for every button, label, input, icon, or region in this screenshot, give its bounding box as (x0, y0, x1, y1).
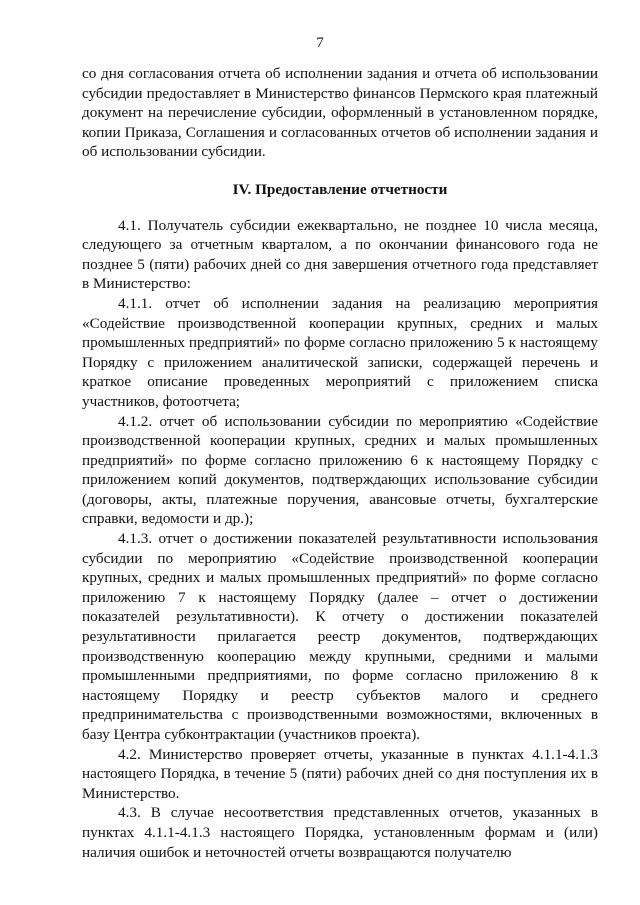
paragraph-4-1-2: 4.1.2. отчет об использовании субсидии по мероприятию «Содействие производственной кооперации крупных, средних и малых промышленных предприятий» по форме согласно приложению 6 к настоящему Порядку с приложением копий документов, подтверждающих использование субсидии (договоры, акты, платежные поручения, авансовые отчеты, бухгалтерские справки, ведомости и др.); (82, 412, 598, 528)
intro-paragraph: со дня согласования отчета об исполнении задания и отчета об использовании субсидии предоставляет в Министерство финансов Пермского края платежный документ на перечисление субсидии, оформленный в установленном порядке, копии Приказа, Соглашения и согласованных отчетов об исполнении задания и об использовании субсидии. (82, 65, 598, 161)
paragraph-4-1-3: 4.1.3. отчет о достижении показателей результативности использования субсидии по мероприятию «Содействие производственной кооперации крупных, средних и малых промышленных предприятий» по форме согласно приложению 7 к настоящему Порядку (далее – отчет о достижении показателей результативности). К отчету о достижении показателей результативности прилагается реестр документов, подтверждающих производственную кооперацию между крупными, средними и малыми промышленными предприятиями, по форме согласно приложению 8 к настоящему Порядку и реестр субъектов малого и среднего предпринимательства с производственными возможностями, включенных в базу Центра субконтрактации (участников проекта). (82, 530, 598, 743)
paragraph-4-1: 4.1. Получатель субсидии ежеквартально, не позднее 10 числа месяца, следующего за отчетным кварталом, а по окончании финансового года не позднее 5 (пяти) рабочих дней со дня завершения отчетного года представляет в Министерство: (82, 216, 598, 293)
paragraph-4-2: 4.2. Министерство проверяет отчеты, указанные в пунктах 4.1.1-4.1.3 настоящего Порядка, в течение 5 (пяти) рабочих дней со дня поступления их в Министерство. (82, 745, 598, 802)
section-heading: IV. Предоставление отчетности (232, 180, 448, 198)
document-body (82, 64, 598, 862)
page-number: 7 (316, 35, 324, 51)
paragraph-4-3: 4.3. В случае несоответствия представленных отчетов, указанных в пунктах 4.1.1-4.1.3 настоящего Порядка, установленным формам и (или) наличия ошибок и неточностей отчеты возвращаются получателю (82, 804, 598, 861)
paragraph-4-1-1: 4.1.1. отчет об исполнении задания на реализацию мероприятия «Содействие производственной кооперации крупных, средних и малых промышленных предприятий» по форме согласно приложению 5 к настоящему Порядку с приложением аналитической записки, содержащей перечень и краткое описание проведенных мероприятий с приложением списка участников, фотоотчета; (82, 294, 598, 410)
